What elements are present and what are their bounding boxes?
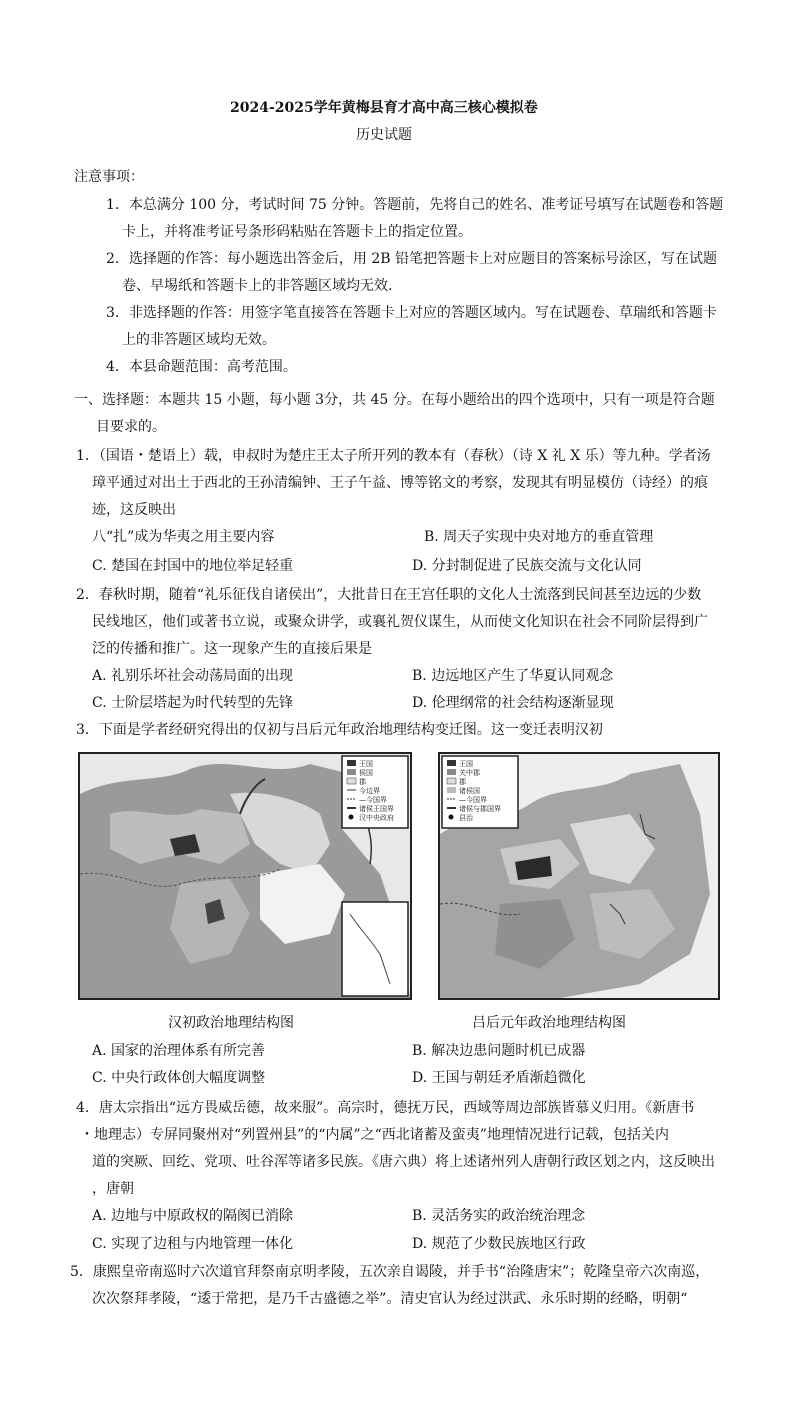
question-5-stem-2: 次次祭拜孝陵，“逶于常把，是乃千古盛德之举”。清史官认为经过洪武、永乐时期的经略，明朝“ bbox=[92, 1291, 688, 1307]
map1-legend-3: 郡 bbox=[359, 778, 366, 786]
map-lu-hou-svg bbox=[440, 754, 718, 998]
section-heading-cont: 目要求的。 bbox=[96, 419, 166, 435]
question-2-option-a[interactable]: A. 礼别乐坏社会动荡局面的出现 bbox=[92, 668, 294, 684]
question-4-option-c[interactable]: C. 实现了边租与内地管理一体化 bbox=[92, 1236, 294, 1252]
question-1-stem-3: 迹，这反映出 bbox=[92, 502, 176, 518]
map2-legend-2: 关中郡 bbox=[459, 769, 480, 777]
map2-legend-4: 诸侯国 bbox=[459, 787, 480, 795]
question-1-option-a[interactable]: 八“扎”成为华夷之用主要内容 bbox=[92, 529, 275, 545]
question-1-option-b[interactable]: B. 周天子实现中央对地方的垂直管理 bbox=[424, 529, 654, 545]
question-4-option-a[interactable]: A. 边地与中原政权的隔阂已消除 bbox=[92, 1208, 294, 1224]
map1-legend-5: —今国界 bbox=[359, 796, 387, 804]
question-3-option-d[interactable]: D. 王国与朝廷矛盾渐趋微化 bbox=[412, 1070, 586, 1086]
question-2-stem-3: 泛的传播和推广。这一现象产生的直接后果是 bbox=[92, 641, 372, 657]
map-lu-hou bbox=[438, 752, 720, 1000]
question-4-option-d[interactable]: D. 规范了少数民族地区行政 bbox=[412, 1236, 586, 1252]
question-1-stem: 1．（国语・楚语上）载，申叔时为楚庄王太子所开列的教本有（春秋）（诗 X 礼 X 乐）等九种。学者汤 bbox=[76, 448, 711, 464]
notice-item-1-cont: 卡上，并将准考证号条形码粘贴在答题卡上的指定位置。 bbox=[122, 224, 472, 240]
map1-legend-6: 诸侯王国界 bbox=[359, 805, 394, 813]
question-3-option-a[interactable]: A. 国家的治理体系有所完善 bbox=[92, 1043, 266, 1059]
question-1-stem-2: 璋平通过对出土于西北的王孙清编钟、王子午益、博等铭文的考察，发现其有明显模仿（诗经）的痕 bbox=[92, 475, 708, 491]
map2-legend-7: 县治 bbox=[459, 814, 473, 822]
exam-title: 2024-2025学年黄梅县育才高中高三核心模拟卷 bbox=[230, 100, 538, 116]
map-caption-1: 汉初政治地理结构图 bbox=[168, 1015, 294, 1031]
section-heading: 一、选择题：本题共 15 小题，每小题 3分，共 45 分。在每小题给出的四个选项中，只有一项是符合题 bbox=[74, 392, 715, 408]
map1-legend-7: 汉中央政府 bbox=[359, 814, 394, 822]
question-3-stem: 3．下面是学者经研究得出的仅初与吕后元年政治地理结构变迁图。这一变迁表明汉初 bbox=[76, 722, 603, 738]
question-1-option-c[interactable]: C. 楚国在封国中的地位举足轻重 bbox=[92, 558, 294, 574]
notice-item-3: 3．非选择题的作答：用签字笔直接答在答题卡上对应的答题区域内。写在试题卷、草瑞纸和答题卡 bbox=[106, 305, 717, 321]
question-2-option-b[interactable]: B. 边远地区产生了华夏认同观念 bbox=[412, 668, 614, 684]
question-4-stem-2: ・地理志）专屏同聚州对“列置州县”的“内属”之“西北诸蓄及蛮夷”地理情况进行记载，包括关内 bbox=[80, 1127, 669, 1143]
question-2-stem-2: 民线地区，他们或著书立说，或聚众讲学，或襄礼贺仪谋生，从而使文化知识在社会不同阶层得到广 bbox=[92, 614, 708, 630]
notice-item-2: 2．选择题的作答：每小题选出答金后，用 2B 铅笔把答题卡上对应题目的答案标号涂区，写在试题 bbox=[106, 251, 718, 267]
question-3-option-c[interactable]: C. 中央行政体创大幅度调整 bbox=[92, 1070, 266, 1086]
map-han-early bbox=[78, 752, 412, 1000]
question-4-stem-3: 道的突厥、回纥、党项、吐谷浑等诸多民族。《唐六典）将上述诸州列人唐朝行政区划之内，这反映出 bbox=[92, 1154, 715, 1170]
map2-legend-1: 王国 bbox=[459, 760, 473, 768]
map2-legend-5: —今国界 bbox=[459, 796, 487, 804]
question-4-option-b[interactable]: B. 灵活务实的政治统治理念 bbox=[412, 1208, 586, 1224]
question-4-stem-4: ，唐朝 bbox=[92, 1181, 134, 1197]
notice-heading: 注意事项： bbox=[74, 169, 144, 185]
map-caption-2: 吕后元年政治地理结构图 bbox=[472, 1015, 626, 1031]
notice-item-2-cont: 卷、早埸纸和答题卡上的非答题区域均无效. bbox=[122, 278, 393, 294]
map1-legend-4: 今边界 bbox=[359, 787, 380, 795]
map2-legend-6: 诸侯与郡国界 bbox=[459, 805, 501, 813]
notice-item-3-cont: 上的非答题区域均无效。 bbox=[122, 332, 276, 348]
question-3-option-b[interactable]: B. 解决边患问题时机已成器 bbox=[412, 1043, 586, 1059]
map1-legend-2: 侯国 bbox=[359, 769, 373, 777]
question-4-stem: 4．唐太宗指出“远方畏威岳德，故来服”。高宗时，德抚万民，西域等周边部族皆慕义归用。《新唐书 bbox=[76, 1100, 695, 1116]
map2-legend-3: 郡 bbox=[459, 778, 466, 786]
question-2-stem: 2．春秋时期，随着“礼乐征伐自诸侯出”，大批昔日在王宫任职的文化人士流落到民间甚至边远的少数 bbox=[76, 587, 702, 603]
map1-legend-1: 王国 bbox=[359, 760, 373, 768]
notice-item-4: 4．本县命题范围：高考范围。 bbox=[106, 359, 297, 375]
question-2-option-c[interactable]: C. 士阶层塔起为时代转型的先锋 bbox=[92, 695, 294, 711]
question-5-stem: 5．康熙皇帝南巡时六次道官拜祭南京明孝陵，五次亲自谒陵，并手书“治隆唐宋”；乾隆皇帝六次南巡， bbox=[70, 1264, 710, 1280]
question-1-option-d[interactable]: D. 分封制促进了民族交流与文化认同 bbox=[412, 558, 642, 574]
exam-subtitle: 历史试题 bbox=[356, 127, 412, 143]
question-2-option-d[interactable]: D. 伦理纲常的社会结构逐渐显现 bbox=[412, 695, 614, 711]
map-han-early-svg bbox=[80, 754, 410, 998]
notice-item-1: 1．本总满分 100 分，考试时间 75 分钟。答题前，先将自己的姓名、准考证号填写在试题卷和答题 bbox=[106, 197, 724, 213]
